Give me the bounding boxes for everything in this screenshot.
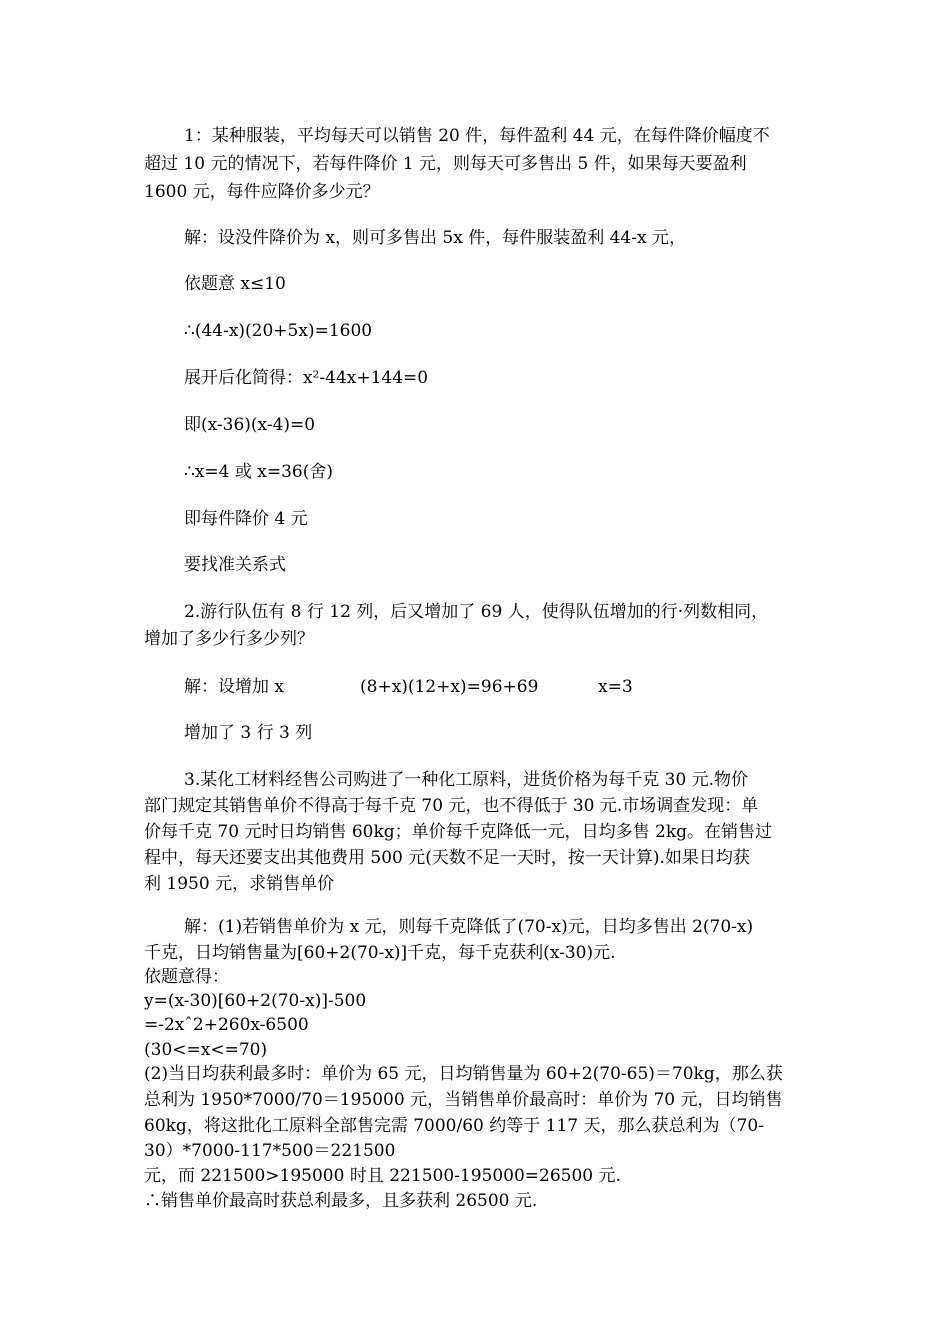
solution-1-line: 要找准关系式 (184, 555, 286, 575)
solution-2-answer: x=3 (598, 677, 633, 697)
solution-1-line: 即每件降价 4 元 (184, 509, 308, 529)
solution-3-line: 30）*7000-117*500＝221500 (144, 1141, 396, 1161)
solution-1-line: ∴x=4 或 x=36(舍) (184, 462, 333, 482)
problem-3-line: 部门规定其销售单价不得高于每千克 70 元，也不得低于 30 元.市场调查发现：单 (144, 796, 759, 816)
solution-3-line: 60kg，将这批化工原料全部售完需 7000/60 约等于 117 天，那么获总利为（70- (144, 1116, 764, 1136)
solution-2-equation: (8+x)(12+x)=96+69 (360, 677, 539, 697)
solution-3-line: 解：(1)若销售单价为 x 元，则每千克降低了(70-x)元，日均多售出 2(70-x) (184, 917, 754, 937)
solution-1-line: 展开后化简得：x²-44x+144=0 (184, 368, 429, 388)
problem-2-line-1: 2.游行队伍有 8 行 12 列，后又增加了 69 人，使得队伍增加的行·列数相同， (184, 602, 769, 622)
solution-3-line: 元，而 221500>195000 时且 221500-195000=26500 元. (144, 1166, 621, 1186)
problem-3-line: 利 1950 元，求销售单价 (144, 874, 335, 894)
solution-1-line: ∴(44-x)(20+5x)=1600 (184, 321, 373, 341)
solution-3-line: 总利为 1950*7000/70＝195000 元，当销售单价最高时：单价为 70 元，日均销售 (144, 1090, 783, 1110)
solution-2-result: 增加了 3 行 3 列 (184, 723, 313, 743)
problem-2-line-2: 增加了多少行多少列？ (144, 629, 314, 649)
solution-3-line: 千克，日均销售量为[60+2(70-x)]千克，每千克获利(x-30)元. (144, 943, 616, 963)
problem-1-line-3: 1600 元，每件应降价多少元？ (144, 182, 380, 202)
solution-3-line: (30<=x<=70) (144, 1040, 268, 1060)
solution-3-line: (2)当日均获利最多时：单价为 65 元，日均销售量为 60+2(70-65)＝70kg，那么获 (144, 1064, 783, 1084)
solution-3-line: 依题意得： (144, 967, 229, 987)
problem-1-line-2: 超过 10 元的情况下，若每件降价 1 元，则每天可多售出 5 件，如果每天要盈利 (144, 154, 747, 174)
solution-1-line: 即(x-36)(x-4)=0 (184, 415, 316, 435)
problem-3-line: 价每千克 70 元时日均销售 60kg；单价每千克降低一元，日均多售 2kg。在销售过 (144, 822, 773, 842)
problem-3-line: 程中，每天还要支出其他费用 500 元(天数不足一天时，按一天计算).如果日均获 (144, 848, 750, 868)
solution-3-line: y=(x-30)[60+2(70-x)]-500 (144, 991, 367, 1011)
problem-1-line-1: 1：某种服装，平均每天可以销售 20 件，每件盈利 44 元，在每件降价幅度不 (184, 126, 770, 146)
solution-1-line: 解：设没件降价为 x，则可多售出 5x 件，每件服装盈利 44-x 元， (184, 228, 686, 248)
solution-1-line: 依题意 x≤10 (184, 274, 286, 294)
solution-2-setup: 解：设增加 x (184, 677, 284, 697)
solution-3-line: =-2xˆ2+260x-6500 (144, 1015, 309, 1035)
problem-3-line: 3.某化工材料经售公司购进了一种化工原料，进货价格为每千克 30 元.物价 (184, 770, 749, 790)
solution-3-line: ∴销售单价最高时获总利最多，且多获利 26500 元. (144, 1191, 538, 1211)
